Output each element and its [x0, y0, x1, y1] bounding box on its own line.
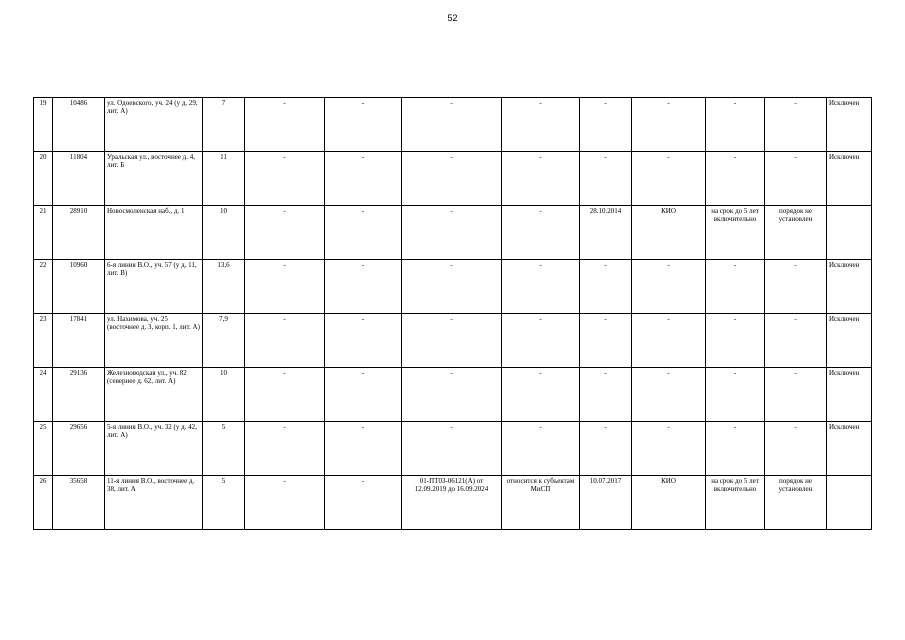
cell: - — [765, 422, 827, 476]
cell: - — [402, 314, 502, 368]
row-number: 20 — [34, 152, 53, 206]
cell: - — [325, 260, 402, 314]
value-cell: 5 — [203, 422, 245, 476]
cell: - — [325, 98, 402, 152]
address-cell: ул. Нахимова, уч. 25 (восточнее д. 3, корп. 1, лит. А) — [105, 314, 203, 368]
object-code: 11804 — [53, 152, 105, 206]
cell: - — [502, 152, 580, 206]
row-number: 22 — [34, 260, 53, 314]
cell: - — [402, 260, 502, 314]
cell: - — [632, 98, 706, 152]
cell: - — [632, 314, 706, 368]
address-cell: Железноводская ул., уч. 82 (севернее д. 62, лит. А) — [105, 368, 203, 422]
object-code: 17841 — [53, 314, 105, 368]
cell: - — [706, 98, 765, 152]
value-cell: 5 — [203, 476, 245, 530]
cell: - — [632, 422, 706, 476]
cell: - — [245, 314, 325, 368]
address-cell: ул. Одоевского, уч. 24 (у д. 29, лит. А) — [105, 98, 203, 152]
status-cell: Исключен — [827, 98, 872, 152]
cell: - — [580, 152, 632, 206]
address-cell: 11-я линия В.О., восточнее д. 38, лит. А — [105, 476, 203, 530]
object-code: 10486 — [53, 98, 105, 152]
address-cell: 6-я линия В.О., уч. 57 (у д. 11, лит. В) — [105, 260, 203, 314]
cell: - — [706, 314, 765, 368]
cell: - — [402, 206, 502, 260]
value-cell: 7 — [203, 98, 245, 152]
table-row — [34, 368, 872, 422]
row-number: 23 — [34, 314, 53, 368]
cell: КИО — [632, 206, 706, 260]
cell: - — [245, 422, 325, 476]
object-code: 10960 — [53, 260, 105, 314]
table-row — [34, 260, 872, 314]
value-cell: 13,6 — [203, 260, 245, 314]
cell: - — [245, 98, 325, 152]
cell: - — [325, 422, 402, 476]
cell: - — [765, 260, 827, 314]
cell: - — [580, 368, 632, 422]
value-cell: 11 — [203, 152, 245, 206]
cell: - — [706, 422, 765, 476]
cell: - — [632, 368, 706, 422]
cell: - — [245, 206, 325, 260]
address-cell: Новосмоленская наб., д. 1 — [105, 206, 203, 260]
cell: - — [765, 152, 827, 206]
object-code: 35658 — [53, 476, 105, 530]
object-code: 28910 — [53, 206, 105, 260]
address-cell: Уральская ул., восточнее д. 4, лит. Б — [105, 152, 203, 206]
cell: - — [632, 260, 706, 314]
cell: - — [245, 260, 325, 314]
cell: - — [765, 98, 827, 152]
cell: относится к субъектам МиСП — [502, 476, 580, 530]
cell: КИО — [632, 476, 706, 530]
status-cell — [827, 476, 872, 530]
table-row — [34, 314, 872, 368]
cell: - — [706, 368, 765, 422]
cell: - — [325, 314, 402, 368]
cell: - — [402, 368, 502, 422]
cell: 28.10.2014 — [580, 206, 632, 260]
table-row — [34, 152, 872, 206]
cell: на срок до 5 лет включительно — [706, 476, 765, 530]
row-number: 21 — [34, 206, 53, 260]
cell: - — [580, 314, 632, 368]
cell: - — [765, 368, 827, 422]
register-table — [33, 97, 872, 530]
row-number: 24 — [34, 368, 53, 422]
status-cell: Исключен — [827, 368, 872, 422]
object-code: 29656 — [53, 422, 105, 476]
table-row — [34, 476, 872, 530]
cell: - — [502, 314, 580, 368]
cell: порядок не установлен — [765, 206, 827, 260]
cell: - — [502, 422, 580, 476]
row-number: 19 — [34, 98, 53, 152]
cell: - — [245, 368, 325, 422]
cell: - — [502, 98, 580, 152]
cell: на срок до 5 лет включительно — [706, 206, 765, 260]
cell: - — [580, 98, 632, 152]
cell: 10.07.2017 — [580, 476, 632, 530]
cell: порядок не установлен — [765, 476, 827, 530]
cell: - — [402, 98, 502, 152]
status-cell: Исключен — [827, 314, 872, 368]
cell: - — [245, 476, 325, 530]
page-number: 52 — [447, 13, 458, 23]
status-cell: Исключен — [827, 422, 872, 476]
table-row — [34, 422, 872, 476]
cell: - — [580, 260, 632, 314]
object-code: 29136 — [53, 368, 105, 422]
table-row — [34, 206, 872, 260]
status-cell — [827, 206, 872, 260]
cell: - — [325, 476, 402, 530]
value-cell: 7,9 — [203, 314, 245, 368]
row-number: 25 — [34, 422, 53, 476]
cell: - — [325, 206, 402, 260]
cell: - — [325, 368, 402, 422]
value-cell: 10 — [203, 368, 245, 422]
cell: - — [706, 152, 765, 206]
cell: - — [632, 152, 706, 206]
cell: - — [706, 260, 765, 314]
cell: - — [325, 152, 402, 206]
cell: - — [502, 260, 580, 314]
address-cell: 5-я линия В.О., уч. 32 (у д. 42, лит. А) — [105, 422, 203, 476]
cell: - — [502, 368, 580, 422]
cell: 01-ПТ03-06121(А) от 12.09.2019 до 16.09.2024 — [402, 476, 502, 530]
cell: - — [245, 152, 325, 206]
cell: - — [402, 152, 502, 206]
cell: - — [502, 206, 580, 260]
status-cell: Исключен — [827, 152, 872, 206]
table-row — [34, 98, 872, 152]
cell: - — [402, 422, 502, 476]
cell: - — [580, 422, 632, 476]
status-cell: Исключен — [827, 260, 872, 314]
cell: - — [765, 314, 827, 368]
value-cell: 10 — [203, 206, 245, 260]
row-number: 26 — [34, 476, 53, 530]
